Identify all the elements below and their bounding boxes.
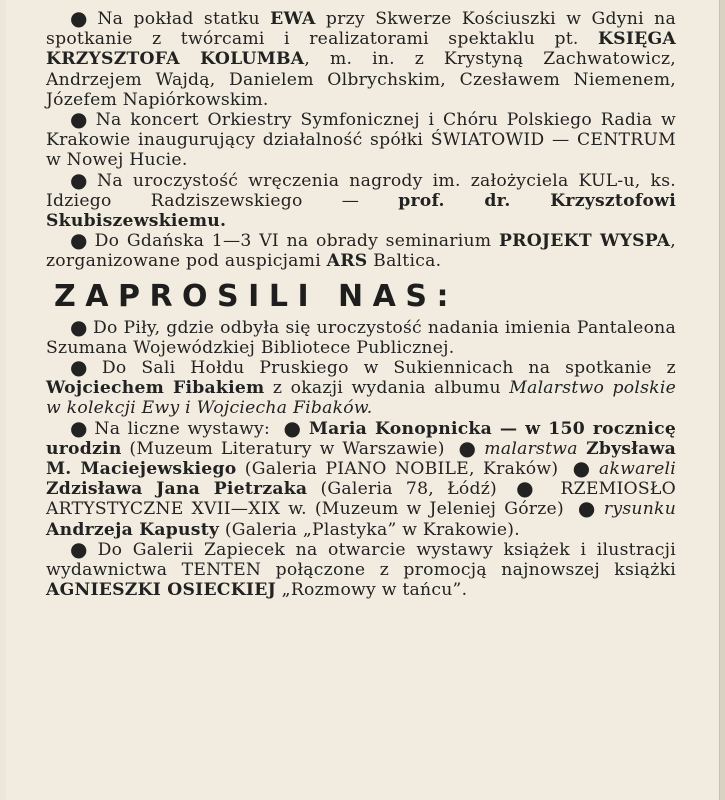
text-run: Andrzeja Kapusty (46, 519, 220, 540)
text-run: (Galeria 78, Łódź) (307, 479, 511, 500)
inline-bullet-icon: ● (577, 496, 598, 521)
text-run: (Galeria „Plastyka” w Krakowie). (219, 519, 520, 540)
text-run: ŚWIATOWID — CENTRUM (430, 130, 676, 151)
text-run: prof. dr. Krzysztofowi Skubiszewskiemu. (46, 190, 677, 232)
inline-bullet-icon: ● (458, 435, 479, 460)
invitation-item (46, 6, 676, 110)
text-run: , zorganizowane pod auspicjami (46, 231, 676, 272)
page-edge (720, 0, 725, 800)
text-run: „Rozmowy w tańcu”. (275, 580, 468, 601)
text-run: przy Skwerze Kościuszki w Gdyni na spotkanie z twórcami i realizatorami spektaklu pt. (46, 9, 676, 50)
text-run: Do Sali Hołdu Pruskiego w Sukiennicach na spotkanie z (101, 358, 676, 379)
text-run: Na pokład statku (97, 9, 271, 29)
text-run: , Kraków) (468, 459, 567, 480)
text-run: Wojciechem Fibakiem (46, 378, 265, 399)
inline-bullet-icon: ● (572, 456, 593, 481)
invitation-item (46, 228, 676, 272)
text-run: EWA (270, 9, 316, 29)
text-run: , m. in. z Krystyną Zachwatowicz, Andrzejem Wajdą, Danielem Olbrychskim, Czesławem Niemenem, Józefem Napiórkowskim. (46, 49, 676, 110)
article (46, 6, 677, 601)
text-run: (Galeria (236, 459, 326, 480)
text-run: w Nowej Hucie. (46, 150, 188, 171)
text-run: Maria Konopnicka — w 150 rocznicę urodzin (46, 418, 677, 459)
text-run: Na uroczystość wręczenia nagrody im. założyciela KUL-u, ks. Idziego Radziszewskiego — (46, 170, 677, 211)
text-run: Zbysława M. Maciejewskiego (46, 438, 676, 480)
text-run: (Muzeum Literatury w Warszawie) (121, 438, 453, 459)
text-run: KSIĘGA KRZYSZTOFA KOLUMBA (46, 29, 676, 70)
text-run: Na liczne wystawy: (94, 418, 278, 439)
text-run: z okazji wydania albumu (264, 378, 510, 399)
inline-bullet-icon: ● (283, 415, 303, 440)
invitation-item (46, 355, 676, 419)
text-run: Do Gdańska 1—3 VI na obrady seminarium (94, 231, 499, 252)
newspaper-clipping (6, 0, 720, 800)
text-run: rysunku (603, 499, 677, 520)
text-run: PIANO NOBILE (325, 459, 469, 480)
text-run: połączone z promocją najnowszej książki (261, 560, 677, 581)
text-run: AGNIESZKI OSIECKIEJ (46, 580, 276, 601)
text-run: TENTEN (181, 560, 262, 581)
invitation-item (46, 415, 677, 540)
text-run: Baltica. (367, 251, 442, 272)
text-run: Na koncert Orkiestry Symfonicznej i Chóru Polskiego Radia w Krakowie inaugurujący działalność spółki (46, 110, 676, 151)
text-run: PROJEKT WYSPA (498, 231, 671, 252)
bullet-icon: ● (70, 536, 93, 561)
text-run: Do Galerii Zapiecek na otwarcie wystawy książek i ilustracji wydawnictwa (46, 539, 676, 581)
text-run: malarstwa (484, 438, 578, 459)
bullet-icon: ● (70, 6, 93, 30)
bullet-icon: ● (70, 107, 91, 132)
invitation-item (46, 167, 677, 232)
bullet-icon: ● (70, 167, 93, 192)
text-run: Malarstwo polskie w kolekcji Ewy i Wojciecha Fibaków. (46, 378, 676, 419)
invitation-item (46, 536, 677, 601)
text-run: Zdzisława Jana Pietrzaka (46, 479, 308, 500)
invitation-item (46, 314, 676, 358)
invitation-item (46, 107, 676, 171)
section-heading: ZAPROSILI NAS: (54, 278, 458, 314)
bullet-icon: ● (70, 314, 88, 339)
bullet-icon: ● (70, 228, 90, 253)
inline-bullet-icon: ● (516, 476, 542, 501)
text-run: akwareli (598, 459, 676, 480)
bullet-icon: ● (70, 355, 97, 380)
invitations-list-top (46, 6, 677, 272)
text-run: Do Piły, gdzie odbyła się uroczystość nadania imienia Pantaleona Szumana Wojewódzkiej Bibliotece Publicznej. (46, 317, 676, 358)
text-run: ARS (326, 251, 368, 272)
text-run: RZEMIOSŁO ARTYSTYCZNE XVII—XIX w. (46, 479, 676, 520)
bullet-icon: ● (70, 415, 90, 440)
text-run: (Muzeum w Jeleniej Górze) (306, 499, 572, 520)
invitations-list-bottom (46, 314, 677, 601)
